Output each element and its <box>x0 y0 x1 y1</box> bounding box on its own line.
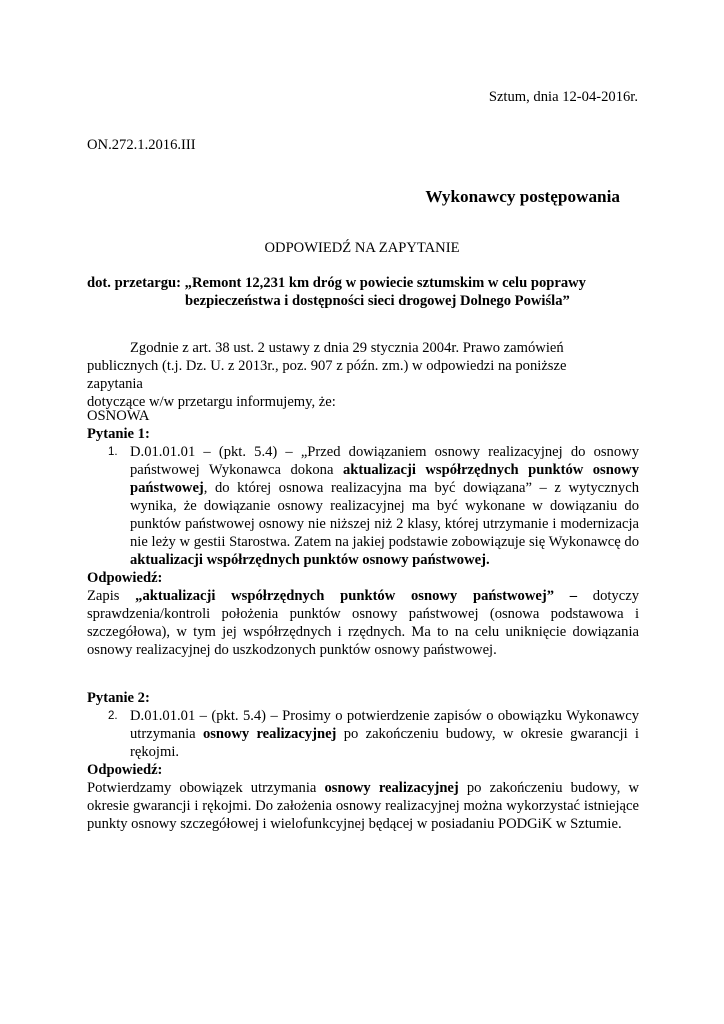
list-number: 1. <box>108 446 118 458</box>
question-2-heading: Pytanie 2: <box>87 690 150 706</box>
answer-1-heading: Odpowiedź: <box>87 570 163 586</box>
intro-line-2: publicznych (t.j. Dz. U. z 2013r., poz. 907 z późn. zm.) w odpowiedzi na poniższe zapytania <box>87 358 567 392</box>
question-2-text: D.01.01.01 – (pkt. 5.4) – Prosimy o potwierdzenie zapisów o obowiązku Wykonawcy utrzymania osnowy realizacyjnej po zakończeniu budowy, w okresie gwarancji i rękojmi. <box>130 708 639 760</box>
intro-line-1: Zgodnie z art. 38 ust. 2 ustawy z dnia 29 stycznia 2004r. Prawo zamówień <box>130 340 564 356</box>
question-2-item <box>87 707 639 761</box>
question-1-heading: Pytanie 1: <box>87 426 150 442</box>
reference-number: ON.272.1.2016.III <box>87 137 196 153</box>
subject-line-1: dot. przetargu: „Remont 12,231 km dróg w powiecie sztumskim w celu poprawy <box>87 275 586 291</box>
answer-2-heading: Odpowiedź: <box>87 762 163 778</box>
list-number: 2. <box>108 710 118 722</box>
answer-1-text: Zapis „aktualizacji współrzędnych punktów osnowy państwowej” – dotyczy sprawdzenia/kontroli położenia punktów osnowy państwowej (osnowa podstawowa i szczegółowa), w tym jej współrzędnych i rzędnych. Ma to na celu uniknięcie dowiązania osnowy realizacyjnej do uszkodzonych punktów osnowy państwowej. <box>87 588 639 658</box>
question-1-text: D.01.01.01 – (pkt. 5.4) – „Przed dowiązaniem osnowy realizacyjnej do osnowy państwowej Wykonawca dokona aktualizacji współrzędnych punktów osnowy państwowej, do której osnowa realizacyjna ma być dowiązana” – z wytycznych wynika, że dowiązanie osnowy realizacyjnej ma być wykonane w dowiązaniu do punktów państwowej osnowy nie niższej niż 2 klasy, której utrzymanie i modernizacja nie leży w gestii Starostwa. Zatem na jakiej podstawie zobowiązuje się Wykonawcę do aktualizacji współrzędnych punktów osnowy państwowej. <box>130 444 639 568</box>
subject <box>87 274 586 310</box>
intro-paragraph <box>87 339 572 411</box>
qa-content <box>87 407 639 833</box>
answer-2-text: Potwierdzamy obowiązek utrzymania osnowy realizacyjnej po zakończeniu budowy, w okresie gwarancji i rękojmi. Do założenia osnowy realizacyjnej można wykorzystać istniejące punkty osnowy szczegółowej i wielofunkcyjnej będącej w posiadaniu PODGiK w Sztumie. <box>87 780 639 832</box>
addressee: Wykonawcy postępowania <box>425 187 620 206</box>
subject-line-2: bezpieczeństwa i dostępności sieci drogowej Dolnego Powiśla” <box>185 293 570 309</box>
date-line: Sztum, dnia 12-04-2016r. <box>488 89 638 105</box>
section-label: OSNOWA <box>87 408 150 424</box>
intro-line-3: dotyczące w/w przetargu informujemy, że: <box>87 394 336 410</box>
question-1-item <box>87 443 639 569</box>
document-title: ODPOWIEDŹ NA ZAPYTANIE <box>264 240 460 256</box>
